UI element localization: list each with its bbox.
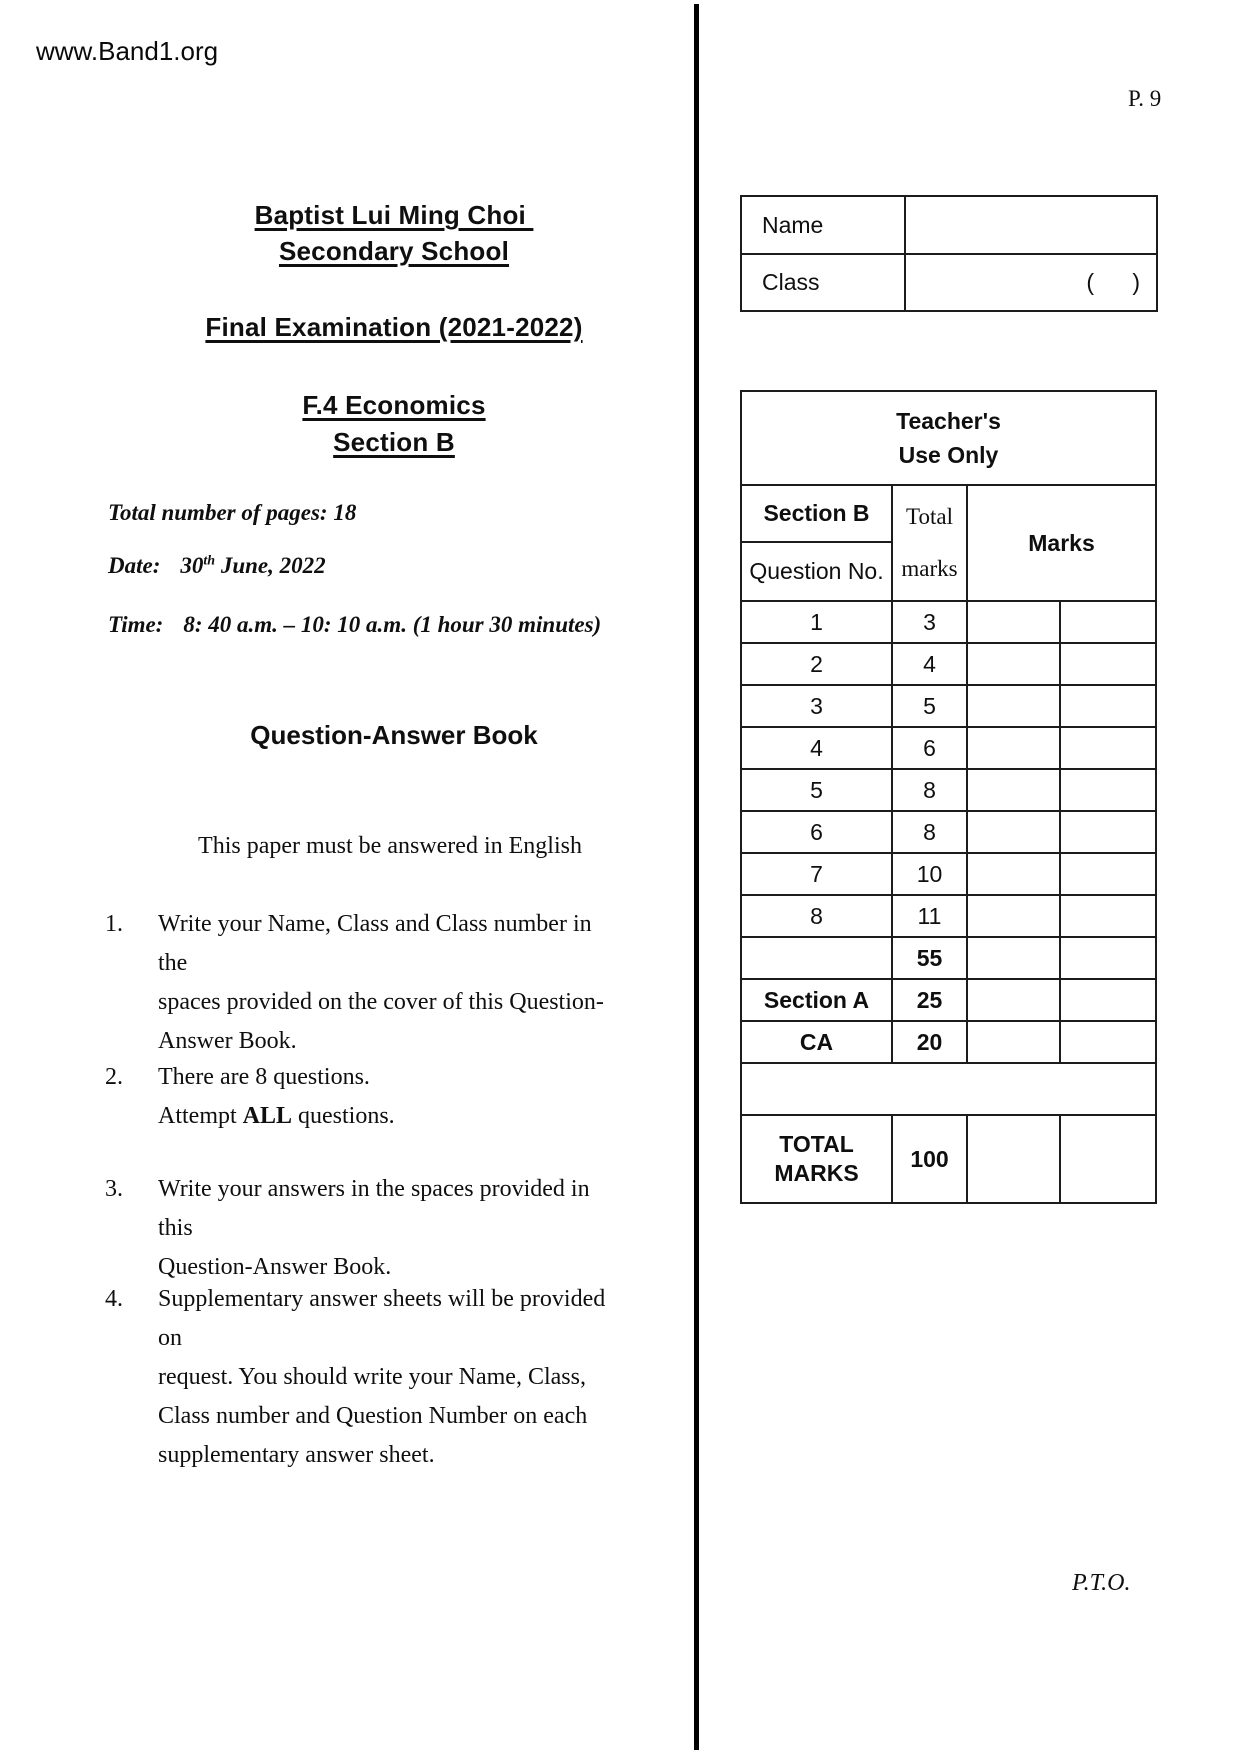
question-cell: 1 xyxy=(741,601,892,643)
marks-row xyxy=(741,643,1156,685)
total-pages-note: Total number of pages: 18 xyxy=(108,500,357,525)
instruction-line: There are 8 questions. xyxy=(158,1064,370,1090)
marks-table-header: Teacher's Use Only xyxy=(741,391,1156,485)
subject-title: F.4 Economics xyxy=(302,390,486,420)
date-ordinal-suffix: th xyxy=(203,553,216,569)
mark-cell-1 xyxy=(967,769,1060,811)
mark-cell-1 xyxy=(967,895,1060,937)
section-b-header-cell: Section B xyxy=(741,485,892,542)
mark-cell-2 xyxy=(1060,601,1156,643)
marks-row xyxy=(741,727,1156,769)
instruction-line: Answer Book. xyxy=(158,1028,297,1054)
class-label-cell: Class xyxy=(741,254,905,311)
question-no-header-cell: Question No. xyxy=(741,542,892,601)
name-value-cell xyxy=(905,196,1157,254)
total-cell: 4 xyxy=(892,643,967,685)
question-cell: 3 xyxy=(741,685,892,727)
question-cell: 7 xyxy=(741,853,892,895)
marks-row xyxy=(741,937,1156,979)
instruction-number: 1. xyxy=(105,911,123,937)
mark-cell-1 xyxy=(967,811,1060,853)
marks-row xyxy=(741,601,1156,643)
mark-cell-1 xyxy=(967,853,1060,895)
exam-title: Final Examination (2021-2022) xyxy=(205,312,583,342)
total-cell: 6 xyxy=(892,727,967,769)
marks-row xyxy=(741,685,1156,727)
language-note: This paper must be answered in English xyxy=(198,833,582,859)
instruction-line: Class number and Question Number on each xyxy=(158,1403,588,1429)
mark-cell-2 xyxy=(1060,937,1156,979)
mark-cell-1 xyxy=(967,1115,1060,1203)
marks-row xyxy=(741,769,1156,811)
time-value: 8: 40 a.m. – 10: 10 a.m. (1 hour 30 minutes) xyxy=(183,612,602,637)
date-row xyxy=(108,553,326,579)
instruction-item-2 xyxy=(105,1058,625,1136)
mark-cell-1 xyxy=(967,979,1060,1021)
question-cell: CA xyxy=(741,1021,892,1063)
marks-row xyxy=(741,979,1156,1021)
book-title: Question-Answer Book xyxy=(250,720,538,750)
school-name-line1: Baptist Lui Ming Choi xyxy=(254,200,534,230)
instruction-line: Write your Name, Class and Class number in the xyxy=(158,911,592,976)
mark-cell-1 xyxy=(967,643,1060,685)
question-cell: 5 xyxy=(741,769,892,811)
instruction-number: 3. xyxy=(105,1176,123,1202)
mark-cell-2 xyxy=(1060,769,1156,811)
total-cell: 20 xyxy=(892,1021,967,1063)
mark-cell-2 xyxy=(1060,979,1156,1021)
section-title: Section B xyxy=(333,427,455,457)
total-cell: 8 xyxy=(892,811,967,853)
question-cell xyxy=(741,937,892,979)
total-marks-label-cell: TOTAL MARKS xyxy=(741,1115,892,1203)
time-label: Time: xyxy=(108,612,164,637)
question-cell: 8 xyxy=(741,895,892,937)
instruction-line: supplementary answer sheet. xyxy=(158,1442,435,1468)
total-marks-row xyxy=(741,1115,1156,1203)
marks-row xyxy=(741,895,1156,937)
pto-note: P.T.O. xyxy=(1072,1570,1131,1596)
attempt-all-emphasis: ALL xyxy=(242,1103,293,1129)
instruction-number: 4. xyxy=(105,1286,123,1312)
marks-header-cell: Marks xyxy=(967,485,1156,601)
total-marks-value-cell: 100 xyxy=(892,1115,967,1203)
class-number-parens: ( ) xyxy=(905,254,1157,311)
question-cell: Section A xyxy=(741,979,892,1021)
instruction-line: Attempt ALL questions. xyxy=(158,1103,395,1129)
instruction-number: 2. xyxy=(105,1064,123,1090)
mark-cell-1 xyxy=(967,937,1060,979)
mark-cell-2 xyxy=(1060,1021,1156,1063)
instruction-line: spaces provided on the cover of this Question- xyxy=(158,989,604,1015)
date-value: 30th June, 2022 xyxy=(180,553,326,578)
question-cell: 4 xyxy=(741,727,892,769)
instruction-line: Supplementary answer sheets will be provided on xyxy=(158,1286,606,1351)
mark-cell-1 xyxy=(967,601,1060,643)
mark-cell-2 xyxy=(1060,727,1156,769)
question-cell: 2 xyxy=(741,643,892,685)
total-cell: 25 xyxy=(892,979,967,1021)
school-name-line2: Secondary School xyxy=(278,236,510,266)
instruction-line: Write your answers in the spaces provided in this xyxy=(158,1176,590,1241)
time-row xyxy=(108,612,601,638)
total-cell: 11 xyxy=(892,895,967,937)
mark-cell-2 xyxy=(1060,685,1156,727)
student-info-table xyxy=(740,195,1158,312)
total-cell: 8 xyxy=(892,769,967,811)
marks-row xyxy=(741,811,1156,853)
spacer-row xyxy=(741,1063,1156,1115)
site-watermark: www.Band1.org xyxy=(36,36,219,66)
date-label: Date: xyxy=(108,553,161,578)
mark-cell-2 xyxy=(1060,895,1156,937)
question-cell: 6 xyxy=(741,811,892,853)
total-cell: 5 xyxy=(892,685,967,727)
marks-row xyxy=(741,1021,1156,1063)
mark-cell-1 xyxy=(967,1021,1060,1063)
instruction-item-1 xyxy=(105,905,625,1061)
name-label-cell: Name xyxy=(741,196,905,254)
instruction-line: Question-Answer Book. xyxy=(158,1254,392,1280)
instruction-item-4 xyxy=(105,1280,625,1475)
mark-cell-2 xyxy=(1060,643,1156,685)
total-cell: 10 xyxy=(892,853,967,895)
mark-cell-2 xyxy=(1060,811,1156,853)
total-cell: 3 xyxy=(892,601,967,643)
instruction-line: request. You should write your Name, Class, xyxy=(158,1364,586,1390)
marks-row xyxy=(741,853,1156,895)
marks-table xyxy=(740,390,1157,1204)
mark-cell-1 xyxy=(967,685,1060,727)
mark-cell-2 xyxy=(1060,853,1156,895)
instruction-item-3 xyxy=(105,1170,625,1287)
page-number: P. 9 xyxy=(1128,86,1162,111)
spacer-cell xyxy=(741,1063,1156,1115)
total-cell: 55 xyxy=(892,937,967,979)
mark-cell-2 xyxy=(1060,1115,1156,1203)
total-marks-header-cell: Total marks xyxy=(892,485,967,601)
mark-cell-1 xyxy=(967,727,1060,769)
